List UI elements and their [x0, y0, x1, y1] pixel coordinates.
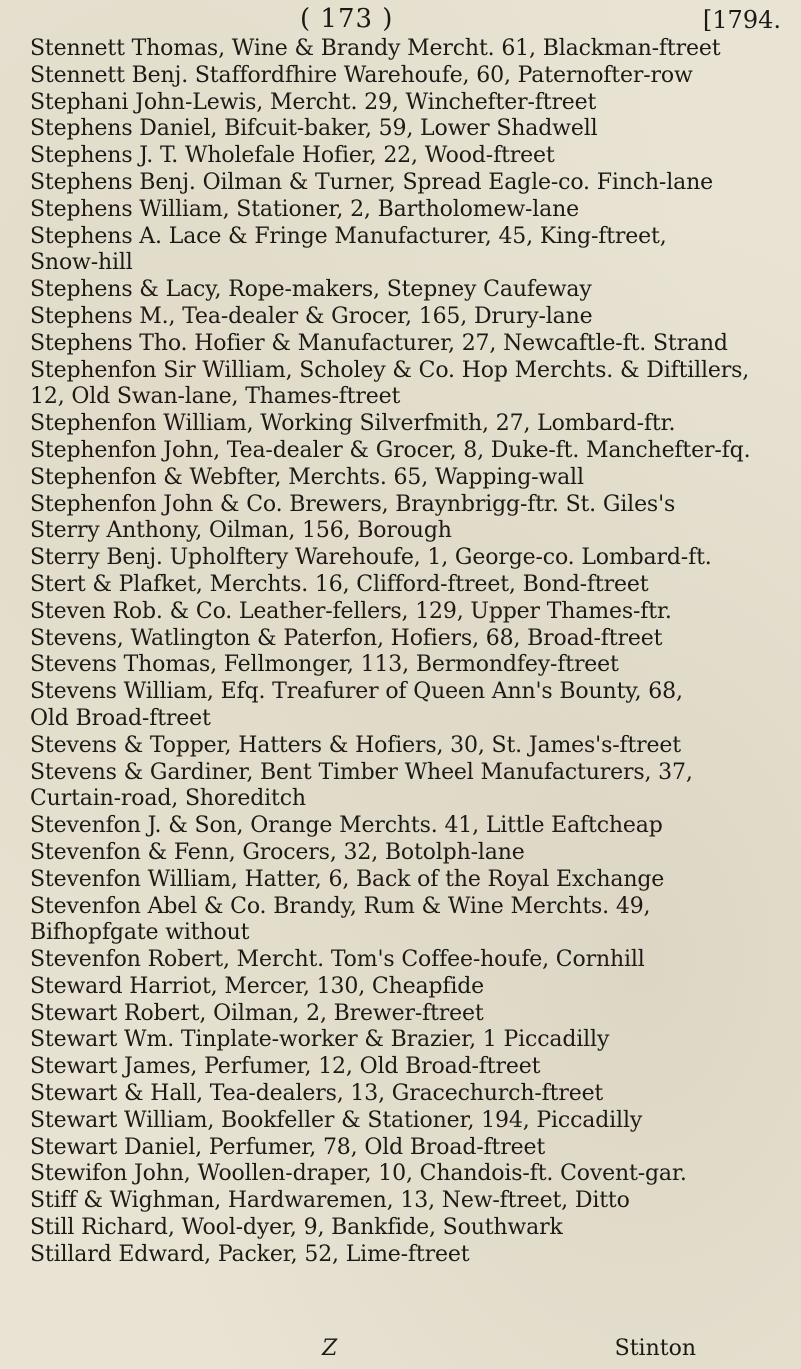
list-item: Stewart James, Perfumer, 12, Old Broad-ftreet	[30, 1054, 541, 1080]
list-item: Stephenfon John & Co. Brewers, Braynbrigg-ftr. St. Giles's	[30, 491, 676, 517]
list-item: Stephenfon William, Working Silverfmith, 27, Lombard-ftr.	[30, 411, 676, 437]
list-item-continuation: Curtain-road, Shoreditch	[30, 786, 306, 812]
list-item: Stephens William, Stationer, 2, Bartholomew-lane	[30, 196, 580, 222]
list-item-continuation: 12, Old Swan-lane, Thames-ftreet	[30, 384, 401, 410]
list-item-continuation: Snow-hill	[30, 250, 133, 276]
signature-mark: Z	[322, 1336, 338, 1361]
list-item: Stevenfon Robert, Mercht. Tom's Coffee-houfe, Cornhill	[30, 947, 645, 973]
list-item: Stevens, Watlington & Paterfon, Hofiers, 68, Broad-ftreet	[30, 625, 663, 651]
list-item: Stewart & Hall, Tea-dealers, 13, Gracechurch-ftreet	[30, 1081, 604, 1107]
list-item: Stert & Plafket, Merchts. 16, Clifford-ftreet, Bond-ftreet	[30, 571, 649, 597]
list-item: Stewart Daniel, Perfumer, 78, Old Broad-ftreet	[30, 1134, 546, 1160]
list-item: Stevens William, Efq. Treafurer of Queen Ann's Bounty, 68,	[30, 679, 683, 705]
list-item-continuation: Bifhopfgate without	[30, 920, 250, 946]
list-item: Stevenfon J. & Son, Orange Merchts. 41, Little Eaftcheap	[30, 813, 663, 839]
list-item: Stephens Benj. Oilman & Turner, Spread Eagle-co. Finch-lane	[30, 169, 713, 195]
catchword: Stinton	[614, 1336, 696, 1361]
list-item: Stephens A. Lace & Fringe Manufacturer, 45, King-ftreet,	[30, 223, 667, 249]
list-item: Stewifon John, Woollen-draper, 10, Chandois-ft. Covent-gar.	[30, 1161, 687, 1187]
list-item: Stevens & Gardiner, Bent Timber Wheel Manufacturers, 37,	[30, 759, 693, 785]
list-item: Stevenfon William, Hatter, 6, Back of the Royal Exchange	[30, 866, 665, 892]
page-number: ( 173 )	[300, 4, 394, 34]
list-item: Stephens J. T. Wholefale Hofier, 22, Wood-ftreet	[30, 143, 555, 169]
list-item-continuation: Old Broad-ftreet	[30, 705, 211, 731]
list-item: Stephenfon & Webfter, Merchts. 65, Wapping-wall	[30, 464, 584, 490]
list-item: Stewart Robert, Oilman, 2, Brewer-ftreet	[30, 1000, 484, 1026]
list-item: Steward Harriot, Mercer, 130, Cheapfide	[30, 973, 485, 999]
list-item: Stillard Edward, Packer, 52, Lime-ftreet	[30, 1241, 470, 1267]
year-marker: [1794.	[702, 6, 781, 34]
list-item: Stephani John-Lewis, Mercht. 29, Winchefter-ftreet	[30, 89, 597, 115]
directory-entries	[30, 36, 785, 1269]
list-item: Stephens M., Tea-dealer & Grocer, 165, Drury-lane	[30, 303, 593, 329]
list-item: Stevenfon & Fenn, Grocers, 32, Botolph-lane	[30, 839, 525, 865]
list-item: Stiff & Wighman, Hardwaremen, 13, New-ftreet, Ditto	[30, 1188, 630, 1214]
list-item: Stevens Thomas, Fellmonger, 113, Bermondfey-ftreet	[30, 652, 619, 678]
list-item: Stewart William, Bookfeller & Stationer, 194, Piccadilly	[30, 1107, 643, 1133]
list-item: Stevens & Topper, Hatters & Hofiers, 30, St. James's-ftreet	[30, 732, 681, 758]
list-item: Still Richard, Wool-dyer, 9, Bankfide, Southwark	[30, 1215, 563, 1241]
list-item: Stewart Wm. Tinplate-worker & Brazier, 1 Piccadilly	[30, 1027, 610, 1053]
list-item: Sterry Anthony, Oilman, 156, Borough	[30, 518, 452, 544]
list-item: Steven Rob. & Co. Leather-fellers, 129, Upper Thames-ftr.	[30, 598, 672, 624]
list-item: Stevenfon Abel & Co. Brandy, Rum & Wine Merchts. 49,	[30, 893, 651, 919]
list-item: Stephens Daniel, Bifcuit-baker, 59, Lower Shadwell	[30, 116, 598, 142]
list-item: Stennett Benj. Staffordfhire Warehoufe, 60, Paternofter-row	[30, 62, 693, 88]
page-header	[0, 2, 801, 34]
list-item: Stennett Thomas, Wine & Brandy Mercht. 61, Blackman-ftreet	[30, 36, 721, 61]
list-item: Stephens Tho. Hofier & Manufacturer, 27, Newcaftle-ft. Strand	[30, 330, 728, 356]
list-item: Stephenfon John, Tea-dealer & Grocer, 8, Duke-ft. Manchefter-fq.	[30, 437, 751, 463]
list-item: Stephens & Lacy, Rope-makers, Stepney Caufeway	[30, 277, 592, 303]
list-item: Stephenfon Sir William, Scholey & Co. Hop Merchts. & Diftillers,	[30, 357, 750, 383]
list-item: Sterry Benj. Upholftery Warehoufe, 1, George-co. Lombard-ft.	[30, 545, 712, 571]
